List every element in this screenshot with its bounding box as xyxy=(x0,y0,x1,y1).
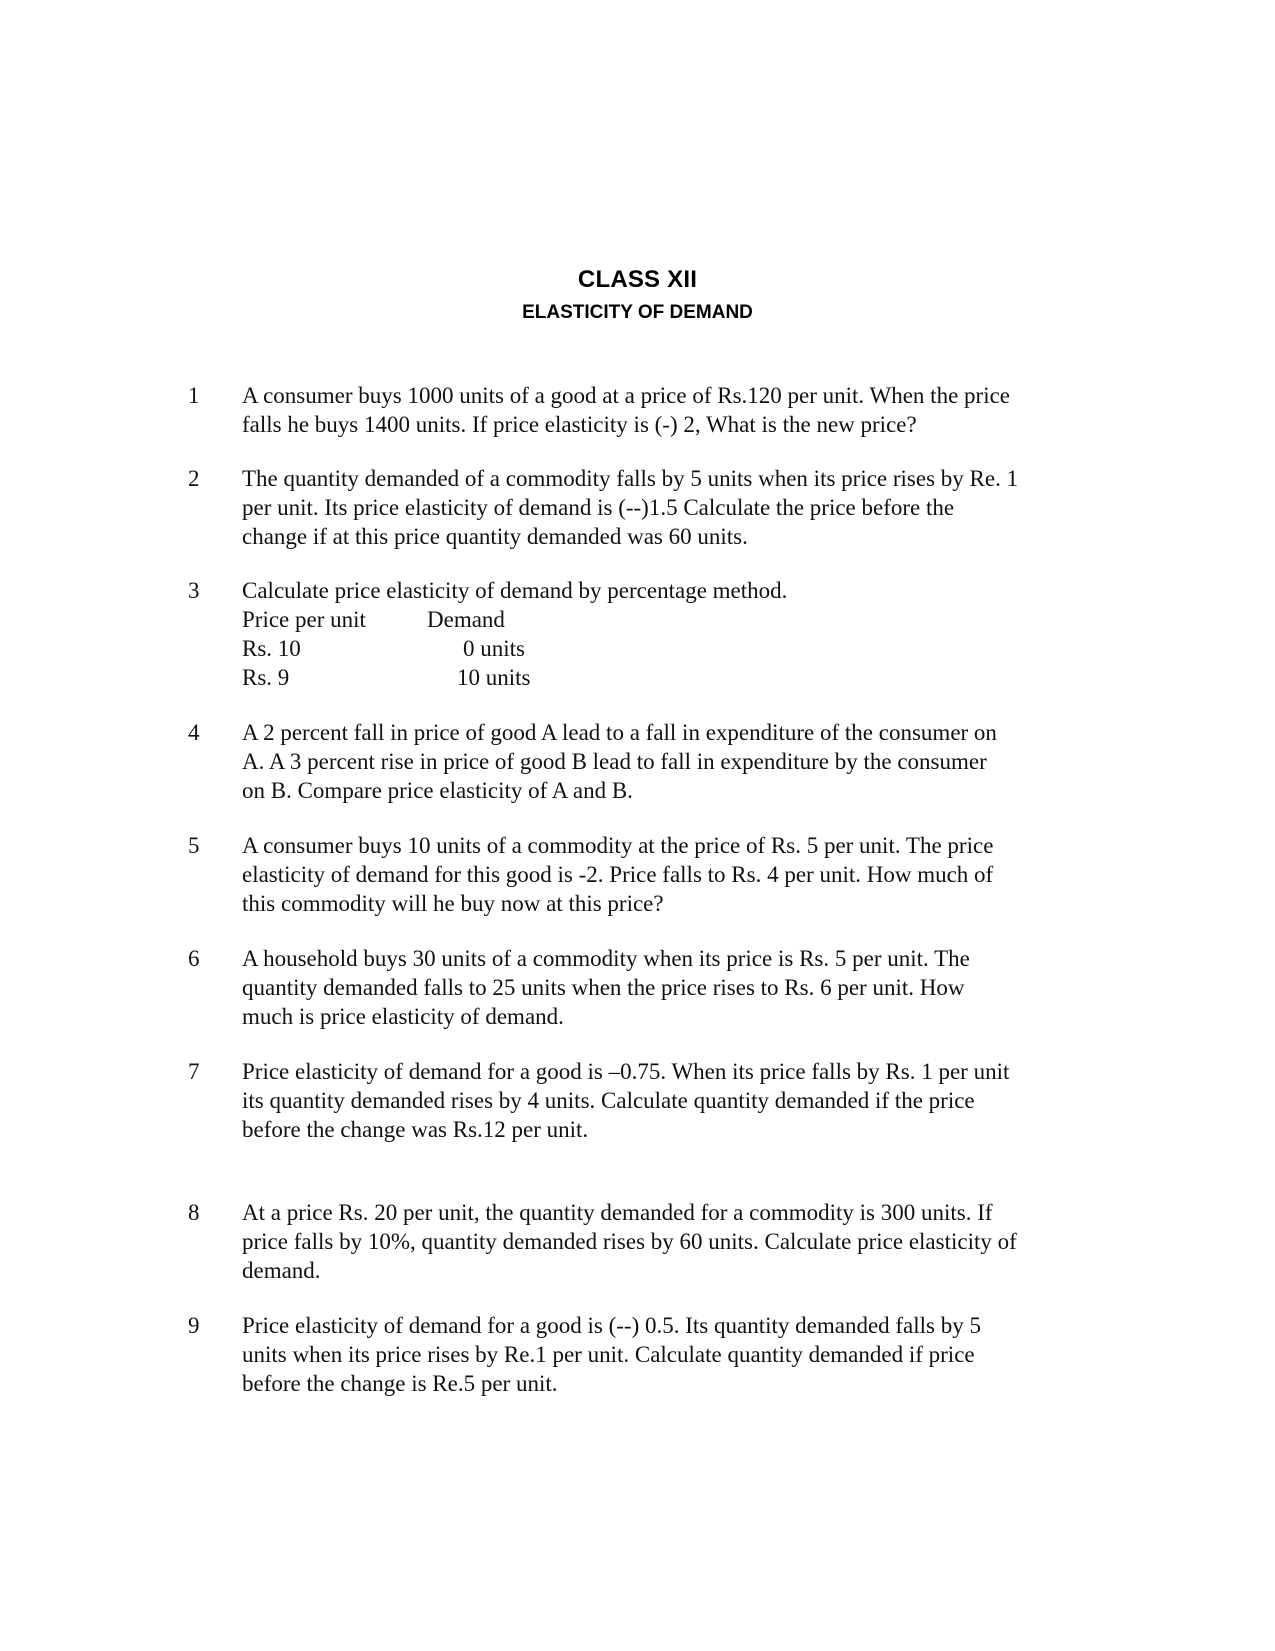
question-line: The quantity demanded of a commodity falls by 5 units when its price rises by Re. 1 xyxy=(242,466,1019,491)
question-line: its quantity demanded rises by 4 units. Calculate quantity demanded if the price xyxy=(242,1088,975,1113)
question-number: 7 xyxy=(188,1059,200,1084)
page-subtitle: ELASTICITY OF DEMAND xyxy=(522,302,753,323)
question-number: 9 xyxy=(188,1313,200,1338)
column-header-price: Price per unit xyxy=(242,607,366,632)
question-line: change if at this price quantity demanded was 60 units. xyxy=(242,524,748,549)
question-text xyxy=(242,1198,1102,1285)
question-line: units when its price rises by Re.1 per unit. Calculate quantity demanded if price xyxy=(242,1342,975,1367)
table-cell-price: Rs. 10 xyxy=(242,636,301,661)
question-text xyxy=(242,1057,1102,1144)
question-number: 3 xyxy=(188,578,200,603)
question-line: before the change is Re.5 per unit. xyxy=(242,1371,558,1396)
question-number: 2 xyxy=(188,466,200,491)
question-line: falls he buys 1400 units. If price elasticity is (-) 2, What is the new price? xyxy=(242,412,917,437)
question-line: A 2 percent fall in price of good A lead to a fall in expenditure of the consumer on xyxy=(242,720,997,745)
question-line: A household buys 30 units of a commodity when its price is Rs. 5 per unit. The xyxy=(242,946,970,971)
question-text xyxy=(242,1311,1102,1398)
question-line: elasticity of demand for this good is -2. Price falls to Rs. 4 per unit. How much of xyxy=(242,862,994,887)
question-line: A consumer buys 1000 units of a good at a price of Rs.120 per unit. When the price xyxy=(242,383,1010,408)
table-cell-demand: 0 units xyxy=(463,636,525,661)
question-line: A consumer buys 10 units of a commodity at the price of Rs. 5 per unit. The price xyxy=(242,833,994,858)
question-text xyxy=(242,381,1102,439)
table-cell-demand: 10 units xyxy=(457,665,531,690)
page-title: CLASS XII xyxy=(577,266,698,293)
question-number: 1 xyxy=(188,383,200,408)
question-number: 5 xyxy=(188,833,200,858)
question-text xyxy=(242,831,1102,918)
question-line: this commodity will he buy now at this price? xyxy=(242,891,664,916)
question-number: 4 xyxy=(188,720,200,745)
question-line: before the change was Rs.12 per unit. xyxy=(242,1117,589,1142)
question-line: demand. xyxy=(242,1258,321,1283)
question-line: on B. Compare price elasticity of A and B. xyxy=(242,778,633,803)
column-header-demand: Demand xyxy=(427,607,505,632)
question-line: per unit. Its price elasticity of demand is (--)1.5 Calculate the price before the xyxy=(242,495,955,520)
question-line: much is price elasticity of demand. xyxy=(242,1004,564,1029)
question-text xyxy=(242,944,1102,1031)
question-line: price falls by 10%, quantity demanded rises by 60 units. Calculate price elasticity of xyxy=(242,1229,1017,1254)
question-text xyxy=(242,464,1102,551)
question-line: Price elasticity of demand for a good is –0.75. When its price falls by Rs. 1 per unit xyxy=(242,1059,1010,1084)
table-cell-price: Rs. 9 xyxy=(242,665,290,690)
question-line: At a price Rs. 20 per unit, the quantity demanded for a commodity is 300 units. If xyxy=(242,1200,993,1225)
question-text xyxy=(242,576,1102,605)
question-line: Price elasticity of demand for a good is (--) 0.5. Its quantity demanded falls by 5 xyxy=(242,1313,981,1338)
question-line: Calculate price elasticity of demand by percentage method. xyxy=(242,578,788,603)
question-line: quantity demanded falls to 25 units when the price rises to Rs. 6 per unit. How xyxy=(242,975,965,1000)
question-number: 8 xyxy=(188,1200,200,1225)
question-text xyxy=(242,718,1102,805)
question-line: A. A 3 percent rise in price of good B lead to fall in expenditure by the consumer xyxy=(242,749,987,774)
question-number: 6 xyxy=(188,946,200,971)
